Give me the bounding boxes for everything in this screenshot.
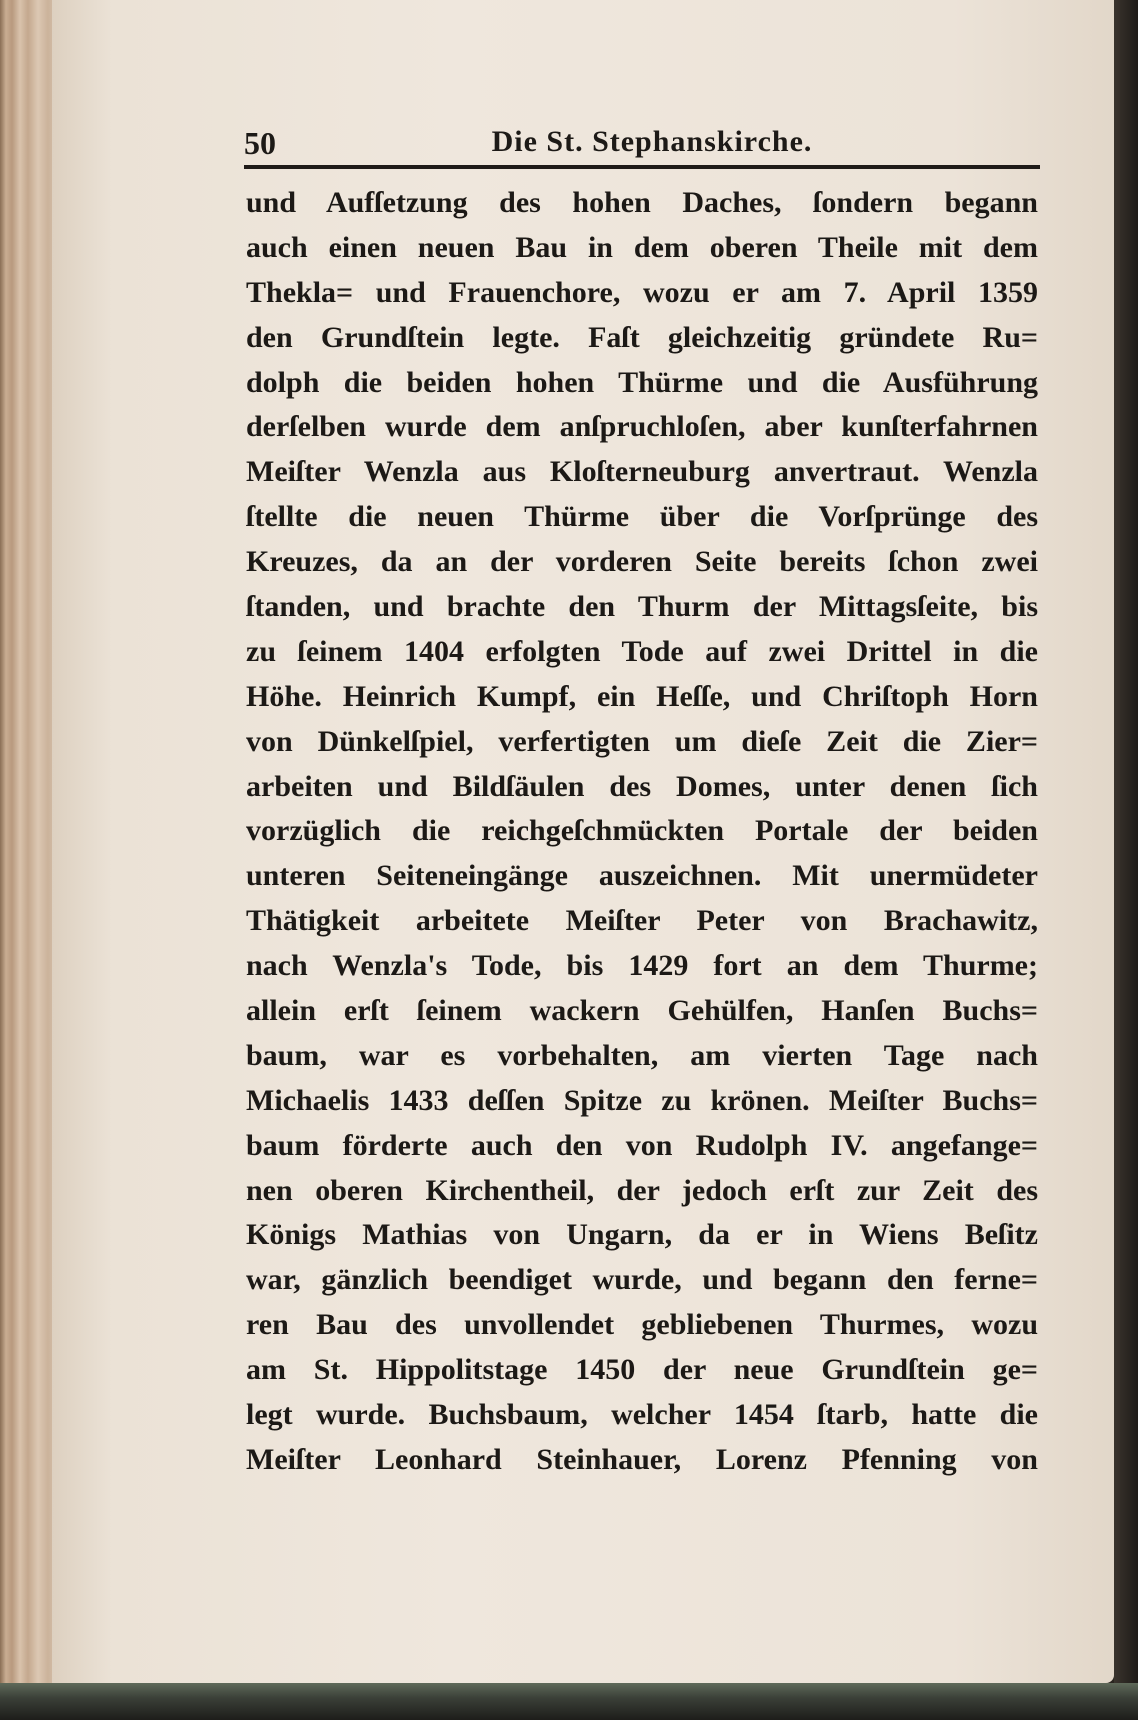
text-line: unteren Seiteneingänge auszeichnen. Mit unermüdeter: [246, 859, 1038, 893]
text-line: Meiſter Leonhard Steinhauer, Lorenz Pfenning von: [246, 1442, 1038, 1476]
text-line: legt wurde. Buchsbaum, welcher 1454 ſtarb, hatte die: [246, 1398, 1038, 1432]
text-line: Königs Mathias von Ungarn, da er in Wiens Beſitz: [246, 1218, 1038, 1252]
text-line: allein erſt ſeinem wackern Gehülfen, Hanſen Buchs=: [246, 994, 1038, 1028]
text-line: und Aufſetzung des hohen Daches, ſondern begann: [246, 186, 1038, 219]
text-line: Höhe. Heinrich Kumpf, ein Heſſe, und Chriſtoph Horn: [246, 679, 1038, 713]
text-line: dolph die beiden hohen Thürme und die Ausführung: [246, 365, 1038, 399]
text-line: vorzüglich die reichgeſchmückten Portale der beiden: [246, 814, 1038, 848]
page-header: [244, 125, 1040, 165]
text-line: zu ſeinem 1404 erfolgten Tode auf zwei Drittel in die: [246, 634, 1038, 668]
book-page-stack-edge: [0, 0, 60, 1690]
text-line: Thekla= und Frauenchore, wozu er am 7. April 1359: [246, 275, 1038, 309]
text-line: am St. Hippolitstage 1450 der neue Grundſtein ge=: [246, 1353, 1038, 1387]
page-number: 50: [244, 125, 276, 161]
text-line: Michaelis 1433 deſſen Spitze zu krönen. Meiſter Buchs=: [246, 1083, 1038, 1117]
text-line: Meiſter Wenzla aus Kloſterneuburg anvertraut. Wenzla: [246, 455, 1038, 489]
text-line: nen oberen Kirchentheil, der jedoch erſt zur Zeit des: [246, 1173, 1038, 1207]
running-title: Die St. Stephanskirche.: [491, 125, 813, 158]
text-line: auch einen neuen Bau in dem oberen Theile mit dem: [246, 230, 1038, 264]
scan-background-right: [1114, 0, 1138, 1720]
text-line: derſelben wurde dem anſpruchloſen, aber kunſterfahrnen: [246, 410, 1038, 444]
header-rule: [244, 165, 1040, 169]
text-line: war, gänzlich beendiget wurde, und begann den ferne=: [246, 1263, 1038, 1297]
text-line: nach Wenzla's Tode, bis 1429 fort an dem Thurme;: [246, 949, 1038, 983]
text-line: ſtanden, und brachte den Thurm der Mittagsſeite, bis: [246, 590, 1038, 624]
text-line: den Grundſtein legte. Faſt gleichzeitig gründete Ru=: [246, 320, 1038, 354]
text-line: baum, war es vorbehalten, am vierten Tage nach: [246, 1038, 1038, 1072]
text-line: Kreuzes, da an der vorderen Seite bereits ſchon zwei: [246, 545, 1038, 579]
text-line: arbeiten und Bildſäulen des Domes, unter denen ſich: [246, 769, 1038, 803]
text-line: ren Bau des unvollendet gebliebenen Thurmes, wozu: [246, 1308, 1038, 1342]
text-line: ſtellte die neuen Thürme über die Vorſprünge des: [246, 500, 1038, 534]
text-line: baum förderte auch den von Rudolph IV. angefange=: [246, 1128, 1038, 1162]
book-cover-bottom: [0, 1683, 1138, 1720]
body-text: [246, 181, 1038, 1483]
text-line: Thätigkeit arbeitete Meiſter Peter von Brachawitz,: [246, 904, 1038, 938]
text-line: von Dünkelſpiel, verfertigten um dieſe Zeit die Zier=: [246, 724, 1038, 758]
